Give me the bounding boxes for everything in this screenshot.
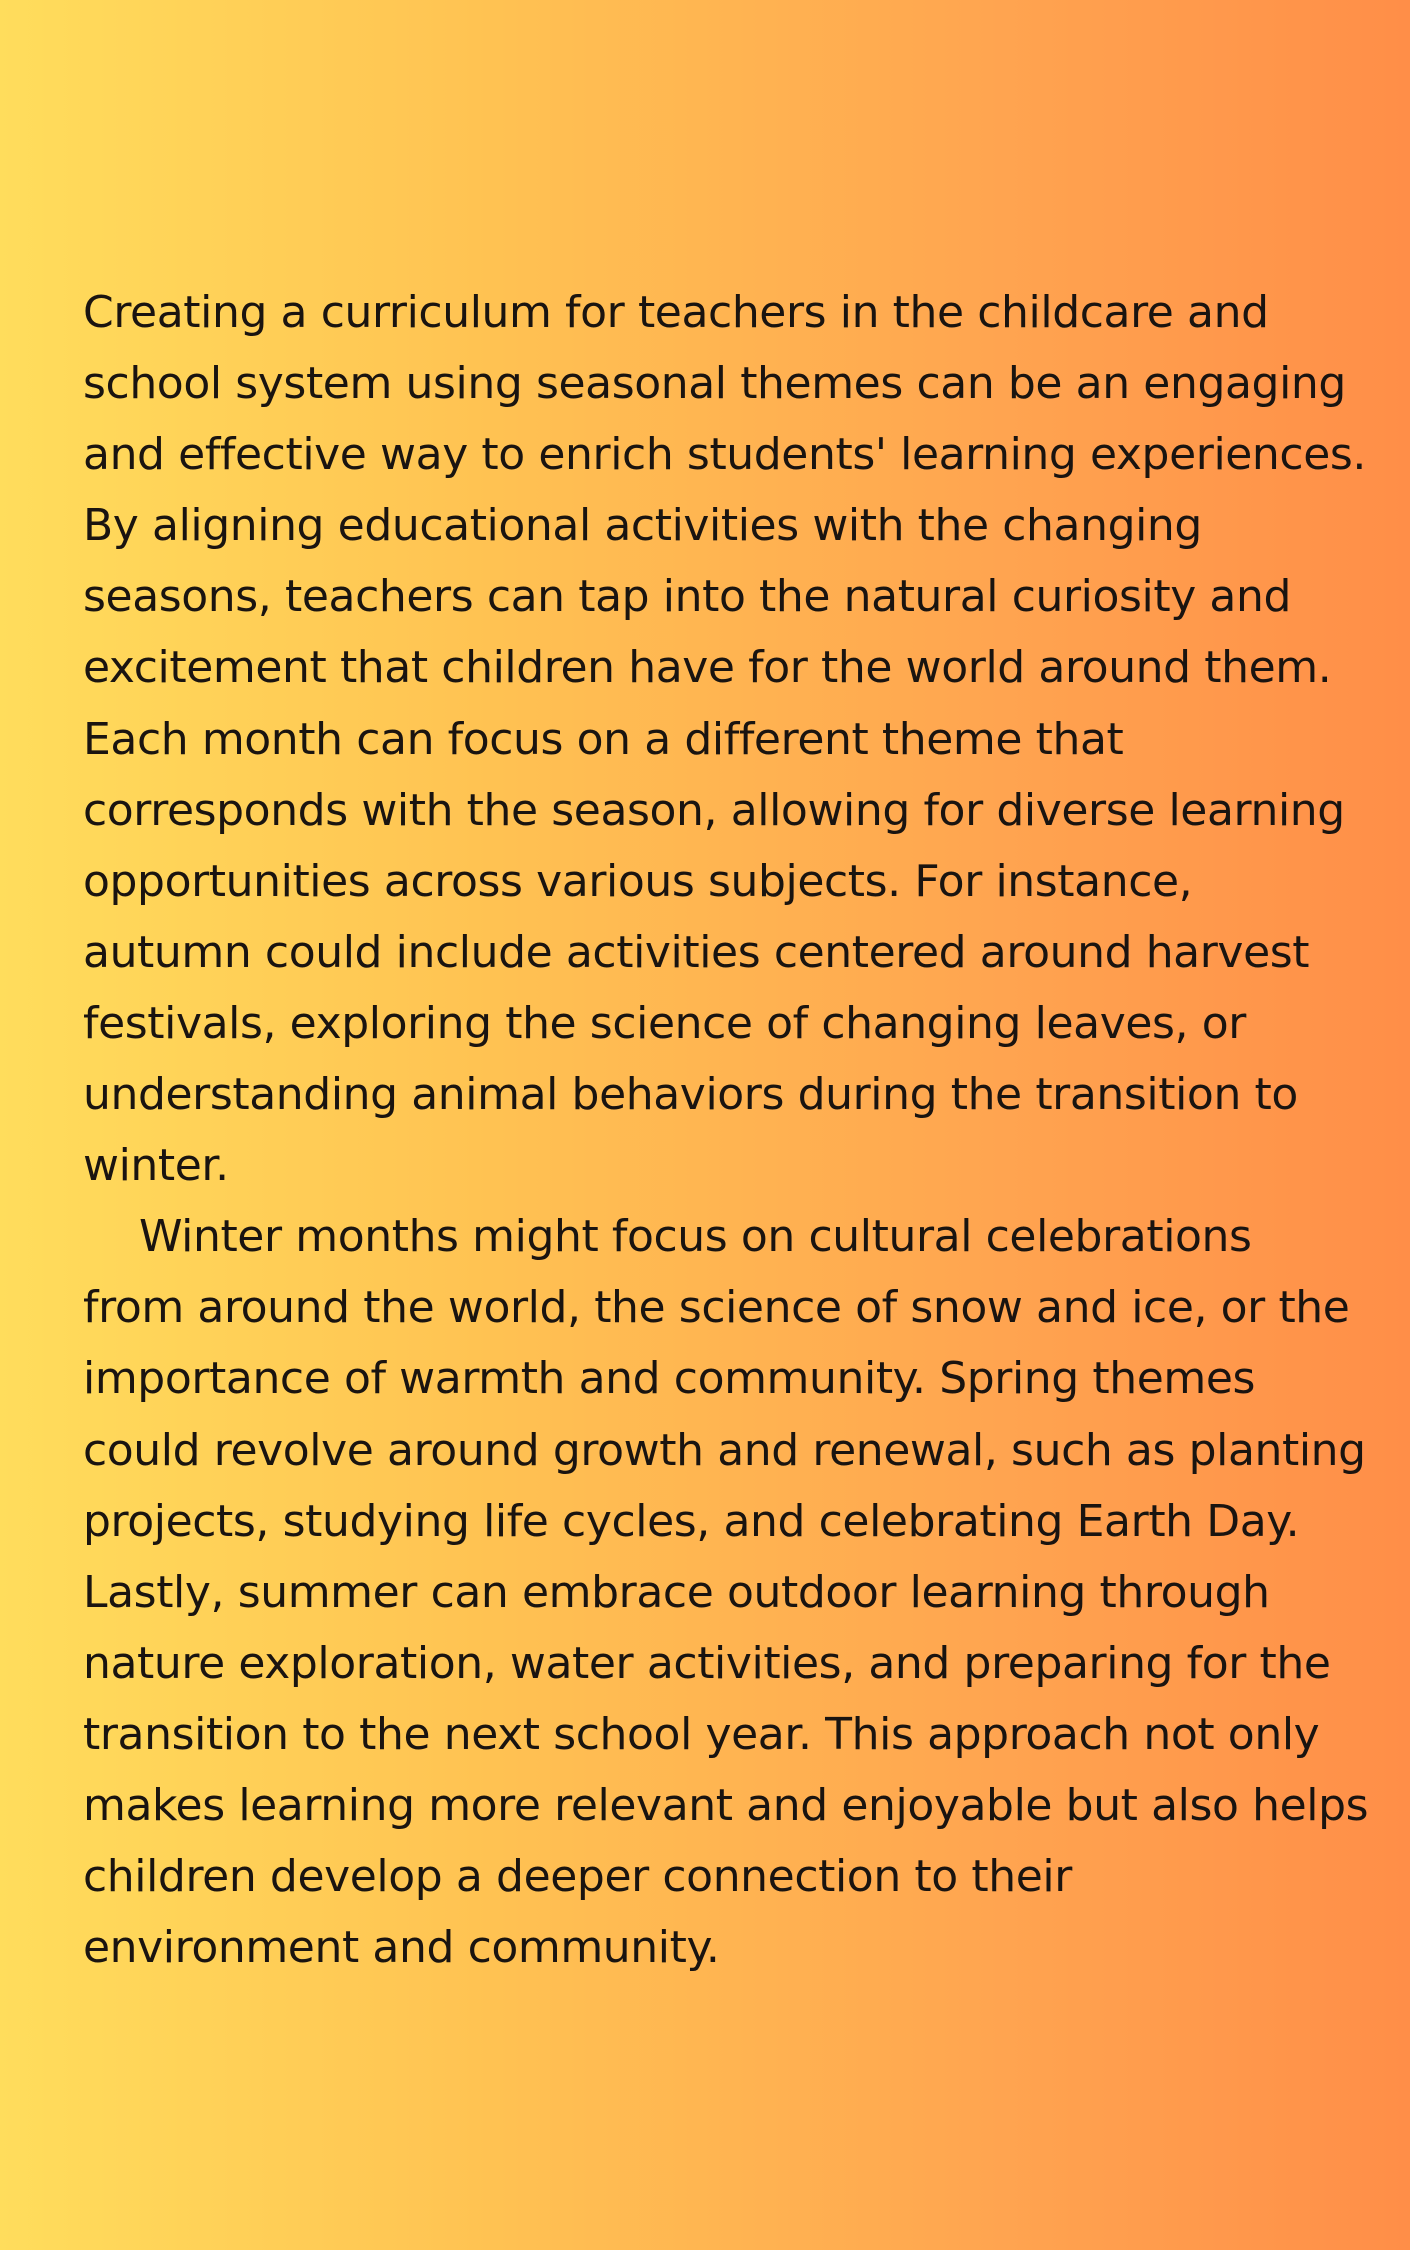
paragraph-line: autumn could include activities centered around harvest [83,926,1310,978]
paragraph-line: projects, studying life cycles, and celebrating Earth Day. [83,1495,1300,1547]
paragraph-line: corresponds with the season, allowing for diverse learning [83,784,1345,836]
paragraph-line: opportunities across various subjects. For instance, [83,855,1193,907]
paragraph-1 [83,277,1373,1201]
paragraph-line: importance of warmth and community. Spring themes [83,1353,1256,1405]
paragraph-line: understanding animal behaviors during the transition to [83,1069,1298,1121]
paragraph-line: and effective way to enrich students' learning experiences. [83,429,1366,481]
paragraph-line: transition to the next school year. This approach not only [83,1708,1320,1760]
paragraph-line: makes learning more relevant and enjoyable but also helps [83,1779,1369,1831]
paragraph-line: By aligning educational activities with the changing [83,500,1202,552]
paragraph-line: could revolve around growth and renewal, such as planting [83,1424,1366,1476]
body-text [83,277,1373,1983]
paragraph-line: excitement that children have for the world around them. [83,642,1332,694]
paragraph-line: festivals, exploring the science of changing leaves, or [83,997,1246,1049]
paragraph-line: Winter months might focus on cultural celebrations [139,1211,1252,1263]
paragraph-line: seasons, teachers can tap into the natural curiosity and [83,571,1292,623]
paragraph-line: Lastly, summer can embrace outdoor learning through [83,1566,1270,1618]
paragraph-line: nature exploration, water activities, and preparing for the [83,1637,1331,1689]
paragraph-2 [83,1201,1373,1983]
paragraph-line: school system using seasonal themes can be an engaging [83,358,1346,410]
paragraph-line: environment and community. [83,1922,720,1974]
paragraph-line: children develop a deeper connection to their [83,1851,1072,1903]
paragraph-line: Creating a curriculum for teachers in the childcare and [83,287,1269,338]
paragraph-line: winter. [83,1140,229,1192]
paragraph-line: from around the world, the science of snow and ice, or the [83,1282,1350,1334]
paragraph-line: Each month can focus on a different theme that [83,713,1124,765]
